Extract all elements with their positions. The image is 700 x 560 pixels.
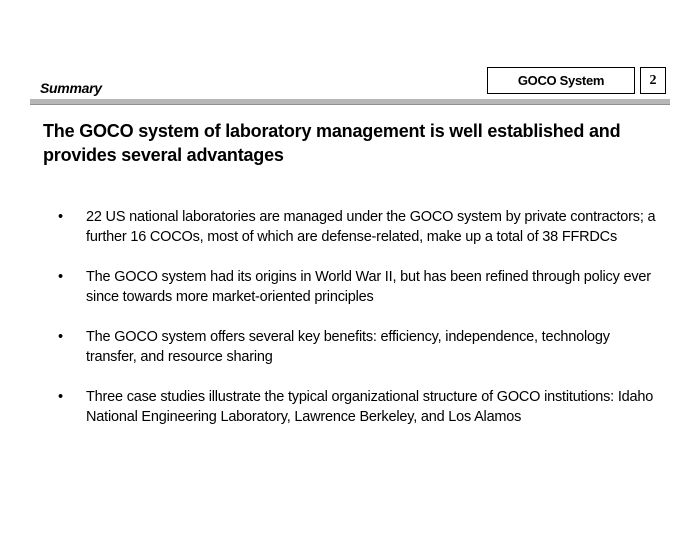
slide-headline: The GOCO system of laboratory management is well established and provides several advantages bbox=[43, 121, 621, 165]
bullet-item bbox=[58, 327, 658, 367]
bullet-text: The GOCO system offers several key benefits: efficiency, independence, technology transfer, and resource sharing bbox=[86, 329, 610, 365]
bullet-icon: • bbox=[58, 209, 63, 225]
bullet-text: Three case studies illustrate the typical organizational structure of GOCO institutions: Idaho National Engineering Laboratory, Lawrence Berkeley, and Los Alamos bbox=[86, 389, 654, 425]
bullet-icon: • bbox=[58, 389, 63, 405]
bullet-icon: • bbox=[58, 269, 63, 285]
topic-label: GOCO System bbox=[487, 67, 635, 94]
bullet-icon: • bbox=[58, 329, 63, 345]
bullet-item bbox=[58, 387, 658, 427]
bullet-item bbox=[58, 267, 658, 307]
section-label: Summary bbox=[40, 80, 102, 96]
bullet-list bbox=[58, 207, 658, 447]
bullet-text: The GOCO system had its origins in World War II, but has been refined through policy ever since towards more market-oriented principles bbox=[86, 269, 651, 305]
bullet-item bbox=[58, 207, 658, 247]
header-divider bbox=[30, 99, 670, 105]
page-number: 2 bbox=[640, 67, 666, 94]
bullet-text: 22 US national laboratories are managed under the GOCO system by private contractors; a further 16 COCOs, most of which are defense-related, make up a total of 38 FFRDCs bbox=[86, 209, 656, 245]
